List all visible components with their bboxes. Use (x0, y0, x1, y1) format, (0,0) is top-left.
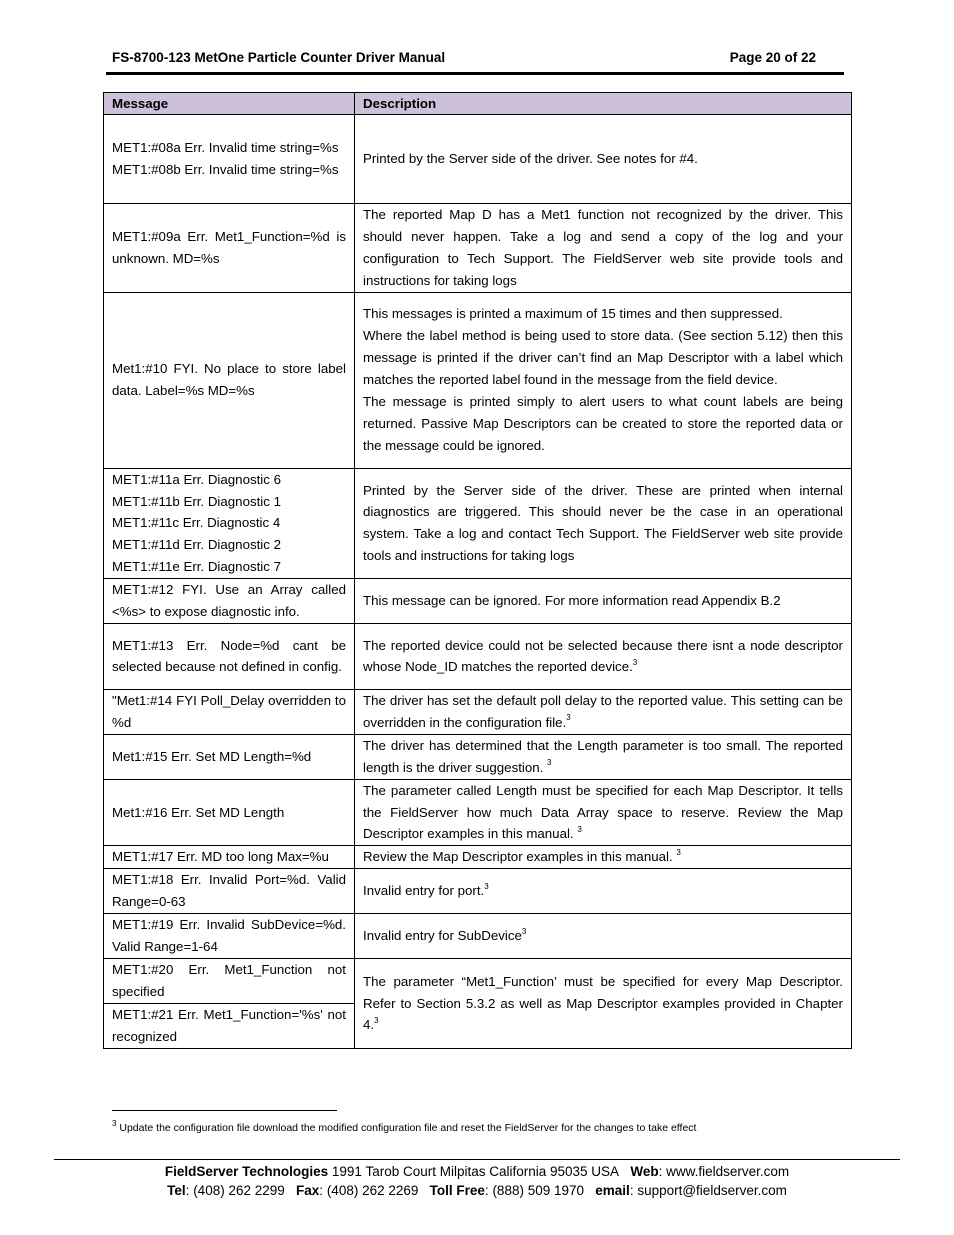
footnote-mark: 3 (112, 1118, 117, 1128)
message-cell (104, 292, 355, 468)
footnote-text: Update the configuration file download the modified configuration file and reset the FieldServer for the changes to take effect (119, 1122, 697, 1134)
description-text: Review the Map Descriptor examples in this manual. (363, 849, 677, 865)
footnote-reference: 3 (577, 824, 582, 834)
description-cell (355, 779, 852, 846)
column-header-message: Message (104, 93, 355, 115)
description-cell (355, 579, 852, 624)
table-row (104, 869, 852, 914)
description-cell (355, 959, 852, 1049)
table-row (104, 914, 852, 959)
footnote-reference: 3 (632, 658, 638, 668)
message-text: Met1:#10 FYI. No place to store label data. Label=%s MD=%s (112, 361, 346, 399)
description-text: The driver has determined that the Length parameter is too small. The reported length is the driver suggestion. (363, 737, 843, 775)
description-cell (355, 869, 852, 914)
description-text: This message can be ignored. For more information read Appendix B.2 (363, 593, 781, 609)
footnote-separator (112, 1110, 337, 1111)
message-text: MET1:#20 Err. Met1_Function not specified (112, 962, 346, 1000)
footer-web-label: Web (630, 1164, 659, 1179)
footnote-reference: 3 (566, 713, 571, 723)
message-text: "Met1:#14 FYI Poll_Delay overridden to %d (112, 692, 346, 730)
message-cell (104, 779, 355, 846)
description-cell (355, 115, 852, 204)
message-text: MET1:#11d Err. Diagnostic 2 (112, 537, 281, 553)
message-text: MET1:#11b Err. Diagnostic 1 (112, 493, 281, 509)
description-cell (355, 734, 852, 779)
footnote-reference: 3 (521, 926, 527, 936)
message-cell (104, 468, 355, 579)
footer-line-1: FieldServer Technologies 1991 Tarob Court Milpitas California 95035 USA Web: www.fieldserver.com (164, 1164, 790, 1179)
column-header-description: Description (355, 93, 852, 115)
table-row (104, 779, 852, 846)
description-text: Printed by the Server side of the driver. These are printed when internal diagnostics are triggered. This should never be the case in an operational system. Take a log and contact Tech Support. The FieldServer web site provide tools and instructions for taking logs (363, 482, 843, 564)
page-number: Page 20 of 22 (729, 50, 816, 65)
table-row (104, 959, 852, 1004)
footer-fax: (408) 262 2269 (326, 1183, 419, 1198)
description-cell (355, 292, 852, 468)
description-paragraph: The message is printed simply to alert users to what count labels are being returned. Passive Map Descriptors can be created to store the reported data or the message could be ignored. (363, 394, 843, 453)
table-row (104, 468, 852, 579)
message-text: MET1:#11a Err. Diagnostic 6 (112, 471, 281, 487)
message-text: MET1:#11c Err. Diagnostic 4 (112, 515, 281, 531)
description-text: Invalid entry for SubDevice (363, 928, 522, 944)
error-messages-table (103, 92, 852, 1049)
description-text: The reported Map D has a Met1 function not recognized by the driver. This should never happen. Take a log and send a copy of the log and your configuration to Tech Support. The FieldServer web site provide tools and instructions for taking logs (363, 207, 843, 288)
footnote-reference: 3 (676, 847, 681, 857)
footer-tollfree: (888) 509 1970 (492, 1183, 585, 1198)
footer-tollfree-label: Toll Free (429, 1183, 485, 1198)
description-text: The parameter called Length must be specified for each Map Descriptor. It tells the FieldServer how much Data Array space to reserve. Review the Map Descriptor examples in this manual. (363, 782, 843, 842)
footer-web: www.fieldserver.com (666, 1164, 790, 1179)
table-row (104, 292, 852, 468)
footnote-reference: 3 (547, 758, 552, 768)
footnote-reference: 3 (484, 881, 489, 891)
table-header-row (104, 93, 852, 115)
description-text: Invalid entry for port. (363, 883, 485, 899)
footer-rule (54, 1159, 900, 1160)
description-cell (355, 468, 852, 579)
footer-company: FieldServer Technologies (164, 1164, 329, 1179)
footnote-reference: 3 (374, 1016, 379, 1026)
message-text: Met1:#15 Err. Set MD Length=%d (112, 748, 312, 764)
table-row (104, 846, 852, 869)
message-text: MET1:#08a Err. Invalid time string=%s (112, 140, 339, 156)
message-cell (104, 846, 355, 869)
footer-email: support@fieldserver.com (637, 1183, 787, 1198)
message-cell (104, 914, 355, 959)
footer-email-label: email (595, 1183, 630, 1198)
description-text: The driver has set the default poll delay to the reported value. This setting can be overridden in the configuration file. (363, 692, 843, 730)
table-row (104, 623, 852, 689)
message-text: Met1:#16 Err. Set MD Length (112, 804, 285, 820)
message-cell (104, 869, 355, 914)
message-cell (104, 734, 355, 779)
message-text: MET1:#09a Err. Met1_Function=%d is unknown. MD=%s (112, 228, 346, 266)
message-text: MET1:#19 Err. Invalid SubDevice=%d. Valid Range=1-64 (112, 917, 346, 955)
description-text: Printed by the Server side of the driver. See notes for #4. (363, 151, 698, 167)
description-text: The parameter “Met1_Function’ must be specified for every Map Descriptor. Refer to Section 5.3.2 as well as Map Descriptor examples provided in Chapter 4. (363, 973, 843, 1033)
footer-address: 1991 Tarob Court Milpitas California 95035 USA (331, 1164, 620, 1179)
footer-line-2: Tel: (408) 262 2299 Fax: (408) 262 2269 Toll Free: (888) 509 1970 email: support@fieldserver.com (167, 1183, 787, 1198)
footnote (112, 1118, 697, 1134)
description-cell (355, 914, 852, 959)
message-text: MET1:#18 Err. Invalid Port=%d. Valid Range=0-63 (112, 872, 346, 910)
table-row (104, 689, 852, 734)
message-cell (104, 689, 355, 734)
description-cell (355, 846, 852, 869)
message-text: MET1:#17 Err. MD too long Max=%u (112, 849, 329, 865)
description-text: The reported device could not be selected because there isnt a node descriptor whose Node_ID matches the reported device. (363, 637, 843, 675)
table-row (104, 734, 852, 779)
description-cell (355, 689, 852, 734)
footer-tel: (408) 262 2299 (193, 1183, 285, 1198)
header-rule (106, 72, 844, 75)
message-cell (104, 1004, 355, 1049)
table-row (104, 115, 852, 204)
message-cell (104, 579, 355, 624)
message-cell (104, 959, 355, 1004)
description-paragraph: This messages is printed a maximum of 15 times and then suppressed. (363, 306, 783, 322)
message-text: MET1:#11e Err. Diagnostic 7 (112, 559, 281, 575)
message-cell (104, 115, 355, 204)
description-paragraph: Where the label method is being used to store data. (See section 5.12) then this message is printed if the driver can’t find an Map Descriptor with a label which matches the reported label found in the message from the field device. (363, 328, 843, 388)
table-row (104, 579, 852, 624)
table-row (104, 204, 852, 293)
message-text: MET1:#21 Err. Met1_Function='%s' not recognized (112, 1007, 346, 1044)
message-cell (104, 204, 355, 293)
message-cell (104, 623, 355, 689)
description-cell (355, 623, 852, 689)
message-text: MET1:#08b Err. Invalid time string=%s (112, 162, 339, 177)
description-cell (355, 204, 852, 293)
document-title: FS-8700-123 MetOne Particle Counter Driver Manual (112, 50, 446, 65)
footer-tel-label: Tel (167, 1183, 186, 1198)
message-text: MET1:#13 Err. Node=%d cant be selected because not defined in config. (112, 637, 346, 675)
message-text: MET1:#12 FYI. Use an Array called <%s> to expose diagnostic info. (112, 582, 346, 620)
footer-fax-label: Fax (296, 1183, 320, 1198)
